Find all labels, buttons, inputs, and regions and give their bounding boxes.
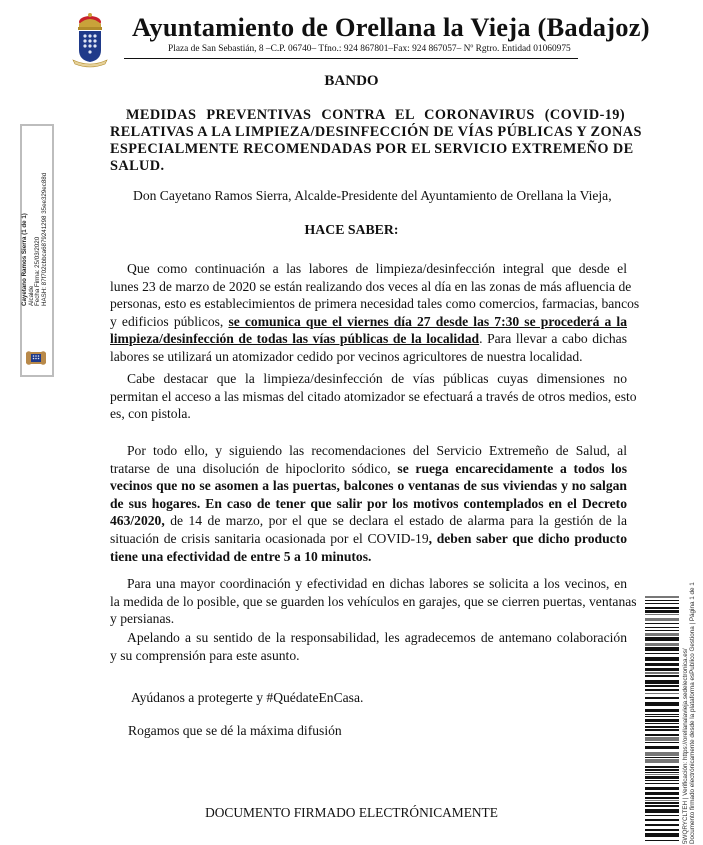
paragraph-2 xyxy=(110,370,637,423)
signer-name: Cayetano Ramos Sierra (1 de 1) xyxy=(21,213,28,306)
paragraph-3 xyxy=(110,442,627,565)
barcode-bar xyxy=(645,734,679,736)
title-line: ESPECIALMENTE RECOMENDADAS POR EL SERVICIO EXTREMEÑO DE xyxy=(110,141,634,157)
barcode-bar xyxy=(645,723,679,724)
barcode-bar xyxy=(645,726,679,728)
announcement-emphasis: limpieza/desinfección de todas las vías públicas de la localidad xyxy=(110,331,480,347)
text-line xyxy=(110,330,627,348)
barcode-bar xyxy=(645,627,679,628)
announcement-emphasis: se comunica que el viernes día 27 desde las 7:30 se procederá a la xyxy=(228,313,627,329)
barcode-bar xyxy=(645,630,679,631)
barcode-bar xyxy=(645,759,679,763)
barcode-bar xyxy=(645,709,679,712)
organization-address: Plaza de San Sebastián, 8 –C.P. 06740– Tfno.: 924 867801–Fax: 924 867057– Nº Rgtro. Entidad 01060975 xyxy=(168,44,571,54)
organization-title: Ayuntamiento de Orellana la Vieja (Badajoz) xyxy=(132,12,650,42)
barcode-bar xyxy=(645,742,679,743)
barcode-bar xyxy=(645,610,679,613)
coat-of-arms-icon xyxy=(71,12,109,68)
barcode-bar xyxy=(645,675,679,677)
verification-platform-line: Documento firmado electrónicamente desde la plataforma esPublico Gestiona | Página 1 de 1 xyxy=(689,582,697,844)
barcode-bar xyxy=(645,783,679,784)
barcode-bar xyxy=(645,787,679,790)
barcode-bar xyxy=(645,737,679,741)
barcode-bar xyxy=(645,769,679,771)
verification-text xyxy=(682,582,702,844)
signed-document-footer: DOCUMENTO FIRMADO ELECTRÓNICAMENTE xyxy=(205,805,498,820)
header-divider xyxy=(124,58,578,59)
hashtag-line: Ayúdanos a protegerte y #QuédateEnCasa. xyxy=(131,690,364,705)
barcode-bar xyxy=(645,672,679,674)
text-line: personas, esto es establecimientos de primera necesidad tales como comercios, farmacias, bancos xyxy=(110,296,640,312)
text-line: tiene una efectividad de entre 5 a 10 minutos. xyxy=(110,548,372,564)
text-line: vecinos que no se asomen a las puertas, balcones o ventanas de sus viviendas y no salgan xyxy=(110,478,627,494)
barcode-bar xyxy=(645,643,679,646)
verification-code-line: 5WQRYCLTEH | Verificación: https://orellanalavieja.sedelectronica.es/ xyxy=(682,648,689,844)
barcode-bar xyxy=(645,833,679,837)
barcode-bar xyxy=(645,680,679,684)
barcode-bar xyxy=(645,829,679,831)
decree-reference: 463/2020, xyxy=(110,513,165,529)
text-run: situación de crisis sanitaria ocasionada por el COVID-19 xyxy=(110,530,429,546)
text-line: y su comprensión para este asunto. xyxy=(110,647,300,663)
barcode-bar xyxy=(645,802,679,804)
barcode-bar xyxy=(645,633,679,636)
text-line: Cabe destacar que la limpieza/desinfección de vías públicas cuyas dimensiones no xyxy=(127,371,627,386)
signature-date: Fecha Firma: 25/03/2020 xyxy=(34,236,42,306)
text-line: Apelando a su sentido de la responsabilidad, les agradecemos de antemano colaboración xyxy=(127,630,627,645)
barcode-bar xyxy=(645,689,679,691)
barcode-bar xyxy=(645,600,679,601)
barcode-bar xyxy=(645,792,679,795)
barcode-bar xyxy=(645,776,679,779)
text-line: Que como continuación a las labores de limpieza/desinfección integral que desde el xyxy=(127,261,627,276)
barcode-bar xyxy=(645,702,679,706)
text-line xyxy=(110,313,627,331)
barcode-bar xyxy=(645,607,679,609)
text-line: de sus hogares. En caso de tener que salir por los motivos contemplados en el Decreto xyxy=(110,495,627,511)
barcode-bar xyxy=(645,668,679,671)
barcode-bar xyxy=(645,719,679,722)
text-line: lunes 23 de marzo de 2020 se están realizando dos veces al día en las zonas de más afluencia de xyxy=(110,278,632,294)
title-line: MEDIDAS PREVENTIVAS CONTRA EL CORONAVIRUS (COVID-19) xyxy=(126,107,625,123)
signer-role: Alcalde xyxy=(27,285,35,306)
barcode-bar xyxy=(645,614,679,615)
barcode-bar xyxy=(645,714,679,715)
barcode-bar xyxy=(645,618,679,621)
text-line: es, con pistola. xyxy=(110,406,191,422)
barcode-bar xyxy=(645,809,679,813)
text-line: y persianas. xyxy=(110,611,175,627)
paragraph-4 xyxy=(110,575,637,628)
barcode-bar xyxy=(645,647,679,651)
barcode-bar xyxy=(645,596,679,598)
text-run: tratarse de una disolución de hipoclorito sódico, xyxy=(110,460,398,476)
text-line: la medida de lo posible, que se guarden los vehículos en garajes, que se cierren puertas, ventanas xyxy=(110,593,637,609)
text-line: Por todo ello, y siguiendo las recomendaciones del Servicio Extremeño de Salud, al xyxy=(127,443,627,458)
barcode-bar xyxy=(645,729,679,731)
barcode-bar xyxy=(645,797,679,799)
text-line xyxy=(110,460,627,478)
barcode-bar xyxy=(645,657,679,661)
barcode-bar xyxy=(645,716,679,717)
barcode-bar xyxy=(645,653,679,654)
document-type-heading: BANDO xyxy=(324,73,379,89)
closing-line: Rogamos que se dé la máxima difusión xyxy=(128,723,342,738)
title-line: RELATIVAS A LA LIMPIEZA/DESINFECCIÓN DE VÍAS PÚBLICAS Y ZONAS xyxy=(110,124,642,140)
barcode-bar xyxy=(645,815,679,816)
barcode-bar xyxy=(645,840,679,841)
barcode-bar xyxy=(645,800,679,801)
text-run: . Para llevar a cabo dichas xyxy=(479,331,627,347)
barcode-bar xyxy=(645,685,679,687)
barcode-icon xyxy=(645,596,679,841)
barcode-bar xyxy=(645,637,679,641)
text-line: labores se utilizará un atomizador cedido por vecinos agricultores de nuestra localidad. xyxy=(110,348,583,364)
text-run: de 14 de marzo, por el que se declara el estado de alarma para la gestión de la xyxy=(164,513,627,529)
signature-hash: HASH: 87f702cbbca6879241298 35ee329ec88d xyxy=(40,172,48,306)
barcode-bar xyxy=(645,697,679,699)
text-run: y edificios públicos, xyxy=(110,313,229,329)
barcode-bar xyxy=(645,772,679,773)
salutation: Don Cayetano Ramos Sierra, Alcalde-Presidente del Ayuntamiento de Orellana la Vieja, xyxy=(133,188,612,203)
barcode-bar xyxy=(645,766,679,768)
barcode-bar xyxy=(645,603,679,604)
barcode-bar xyxy=(645,752,679,756)
text-line: permitan el acceso a las mismas del citado atomizador se efectuará a través de otros medios, esto xyxy=(110,388,637,404)
barcode-bar xyxy=(645,693,679,694)
barcode-bar xyxy=(645,805,679,807)
signature-details xyxy=(21,172,52,306)
text-line: Para una mayor coordinación y efectividad en dichas labores se solicita a los vecinos, en xyxy=(127,576,627,591)
barcode-bar xyxy=(645,623,679,624)
barcode-bar xyxy=(645,819,679,821)
hace-saber-heading: HACE SABER: xyxy=(304,222,399,237)
barcode-bar xyxy=(645,663,679,666)
title-line: SALUD. xyxy=(110,158,165,174)
bold-run: , deben saber que dicho producto xyxy=(428,530,627,546)
text-line xyxy=(110,530,627,548)
barcode-bar xyxy=(645,757,679,758)
paragraph-1 xyxy=(110,260,640,366)
barcode-bar xyxy=(645,774,679,775)
municipal-seal-icon xyxy=(25,350,47,366)
barcode-bar xyxy=(645,746,679,749)
text-line xyxy=(110,512,627,530)
paragraph-5 xyxy=(110,629,627,664)
barcode-bar xyxy=(645,824,679,826)
barcode-bar xyxy=(645,780,679,781)
bold-run: se ruega encarecidamente a todos los xyxy=(397,460,627,476)
